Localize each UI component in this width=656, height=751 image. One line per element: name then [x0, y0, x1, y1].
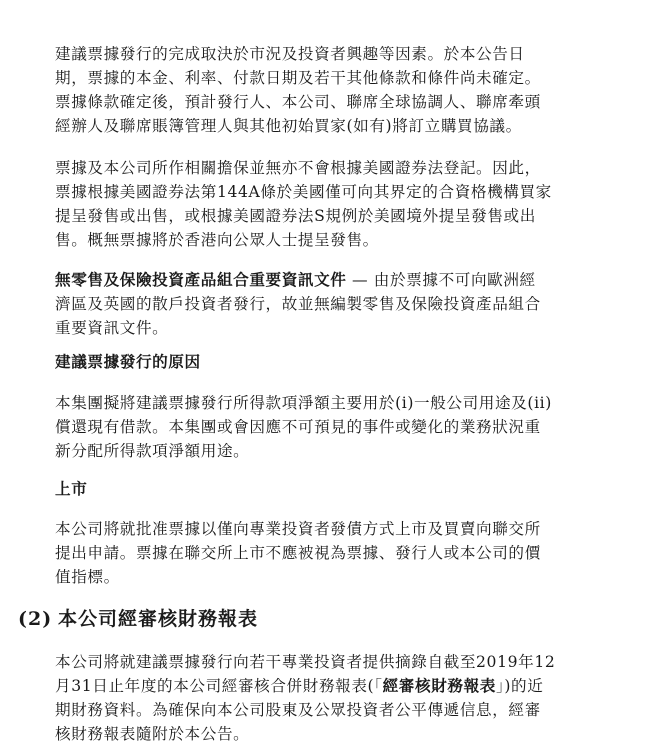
bold-lead-in: 無零售及保險投資產品組合重要資訊文件: [55, 270, 347, 289]
text-line: 本集團擬將建議票據發行所得款項淨額主要用於(i)一般公司用途及(ii): [55, 394, 552, 412]
text-line: 提出申請。票據在聯交所上市不應被視為票據、發行人或本公司的價: [55, 544, 541, 562]
text-line: [55, 268, 625, 292]
text-line: 值指標。: [55, 568, 120, 586]
text-line: 經辦人及聯席賬簿管理人與其他初始買家(如有)將訂立購買協議。: [55, 117, 522, 135]
text-line: 核財務報表隨附於本公告。: [55, 725, 250, 743]
section-heading: [18, 604, 258, 631]
paragraph-securities-act: [55, 156, 625, 252]
text-line: 建議票據發行的完成取決於市況及投資者興趣等因素。於本公告日: [55, 45, 525, 63]
text-line: 票據根據美國證券法第144A條於美國僅可向其界定的合資格機構買家: [55, 183, 552, 201]
text-line: 重要資訊文件。: [55, 319, 169, 337]
text-line: 售。概無票據將於香港向公眾人士提呈發售。: [55, 231, 379, 249]
section-title: 本公司經審核財務報表: [58, 608, 259, 630]
text-line: [55, 674, 625, 698]
text-fragment: 月31日止年度的本公司經審核合併財務報表(「: [55, 677, 383, 695]
text-line: 本公司將就建議票據發行向若干專業投資者提供摘錄自截至2019年12: [55, 653, 556, 671]
paragraph-completion-conditions: [55, 42, 625, 138]
text-line: 新分配所得款項淨額用途。: [55, 442, 250, 460]
text-line: 濟區及英國的散戶投資者發行，故並無編製零售及保險投資產品組合: [55, 295, 541, 313]
section-number: (2): [18, 608, 53, 630]
paragraph-listing-application: [55, 517, 625, 589]
text-line: 期，票據的本金、利率、付款日期及若干其他條款和條件尚未確定。: [55, 69, 541, 87]
text-line: 提呈發售或出售，或根據美國證券法S規例於美國境外提呈發售或出: [55, 207, 536, 225]
text-line: 償還現有借款。本集團或會因應不可預見的事件或變化的業務狀況重: [55, 418, 541, 436]
text-line: 票據及本公司所作相關擔保並無亦不會根據美國證券法登記。因此，: [55, 159, 541, 177]
text-line: 本公司將就批准票據以僅向專業投資者發債方式上市及買賣向聯交所: [55, 520, 541, 538]
paragraph-priips-kid: [55, 268, 625, 340]
text-line: 期財務資料。為確保向本公司股東及公眾投資者公平傳遞信息，經審: [55, 701, 541, 719]
paragraph-audited-statements: [55, 650, 625, 746]
text-fragment: — 由於票據不可向歐洲經: [346, 271, 536, 289]
heading-listing: 上市: [55, 479, 88, 498]
text-line: 票據條款確定後，預計發行人、本公司、聯席全球協調人、聯席牽頭: [55, 93, 541, 111]
defined-term: 經審核財務報表: [382, 676, 496, 695]
heading-reasons: 建議票據發行的原因: [55, 352, 201, 371]
paragraph-use-of-proceeds: [55, 391, 625, 463]
text-fragment: 」)的近: [495, 677, 544, 695]
